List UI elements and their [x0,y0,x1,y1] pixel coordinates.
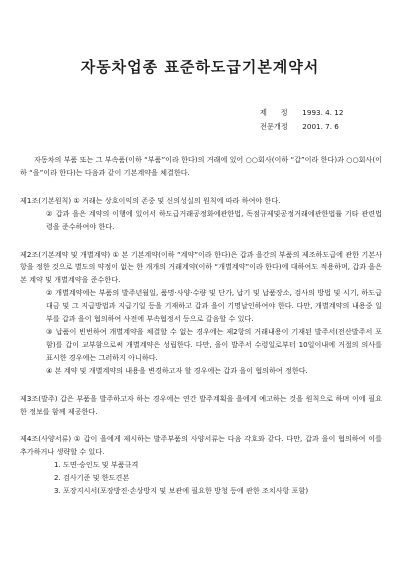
article-paragraph: ② 개별계약에는 부품의 발주년월일, 품명·사양·수량 및 단가, 납기 및 납품장소, 검사의 방법 및 시기, 하도급 대금 및 그 지급방법과 지급기일 등을 기재하고 갑과 을이 기명날인하여야 한다. 다만, 개별계약의 내용중 일부를 갑과 을이 협의하여 사전에 부속협정서 등으로 갈음할 수 있다. [46,288,382,324]
enactment-date-row [260,106,343,120]
article-4 [20,433,382,498]
list-item: 2. 검사기준 및 한도견본 [54,473,130,483]
date-label: 제 정 [260,108,288,117]
list-item: 1. 도면·승인도 및 부품규격 [54,460,139,470]
full-revision-date-row [260,120,343,134]
date-value: 2001. 7. 6 [302,122,339,131]
article-paragraph: ③ 납품이 빈번하여 개별계약을 체결할 수 없는 경우에는 제2항의 거래내용이 기재된 발주서(전산발주서 포함)를 갑이 교부함으로써 개별계약은 성립한다. 다만, 을이 발주서 수령일로부터 10일이내에 거절의 의사를 표시한 경우에는 그러하지 아니하다. [46,326,382,362]
date-label: 전문개정 [260,122,288,131]
article-paragraph: 제1조(기본원칙) ① 거래는 상호이익의 존중 및 신의성실의 원칙에 따라 하여야 한다. [20,195,281,205]
article-paragraph: 제4조(사양서류) ① 갑이 을에게 제시하는 발주부품의 사양서류는 다음 각호와 같다. 다만, 갑과 을이 협의하여 이를 추가하거나 생략할 수 있다. [20,434,382,457]
article-paragraph: 제2조(기본계약 및 개별계약) ① 본 기본계약(이하 “계약”이라 한다)은 갑과 을간의 부품의 제조하도급에 관한 기본사항을 정한 것으로 별도의 약정이 없는 한 개개의 거래계약(이하 “개별계약”이라 한다)에 대하여도 적용하며, 갑과 을은 본 계약 및 개별계약을 준수한다. [20,249,382,285]
article-paragraph: ② 갑과 을은 계약의 이행에 있어서 하도급거래공정화에관한법, 독점규제및공정거래에관한법률 기타 관련법령을 준수하여야 한다. [46,208,382,231]
preamble: 자동차의 부품 또는 그 부속품(이하 “부품”이라 한다)의 거래에 있어 ○○회사(이하 “갑”이라 한다)과 ○○회사(이하 “을”이라 한다)는 다음과 같이 기본계약을 체결한다. [20,155,382,177]
article-3 [20,393,382,419]
document-body [20,154,382,513]
document-title: 자동차업종 표준하도급기본계약서 [80,58,320,76]
list-item: 3. 포장지시서(포장방진·손상방지 및 보관에 필요한 방청 등에 관한 조치사항 포함) [54,486,309,496]
revision-dates [260,106,343,134]
article-paragraph: 제3조(발주) 갑은 부품을 발주하고자 하는 경우에는 연간 발주계획을 을에게 예고하는 것을 원칙으로 하며 이에 필요한 정보를 함께 제공한다. [20,393,382,416]
date-value: 1993. 4. 12 [302,108,344,117]
article-2 [20,249,382,378]
article-paragraph: ④ 본 계약 및 개별계약의 내용을 변경하고자 할 경우에는 갑과 을이 협의하여 정한다. [46,365,308,375]
article-1 [20,195,382,234]
